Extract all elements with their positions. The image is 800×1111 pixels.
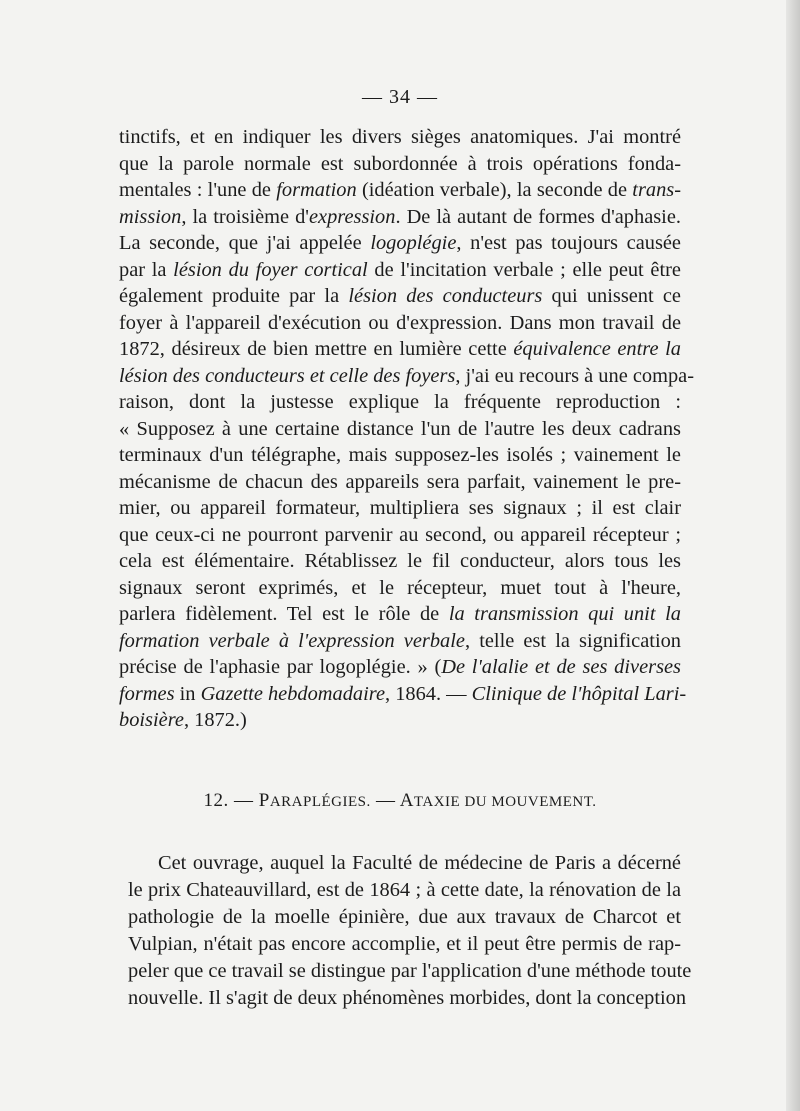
text-line: nouvelle. Il s'agit de deux phénomènes morbides, dont la conception — [128, 987, 687, 1009]
text-line: pathologie de la moelle épinière, due aux travaux de Charcot et — [128, 906, 681, 928]
section-number: 12. — [203, 790, 229, 811]
text-line: terminaux d'un télégraphe, mais supposez-les isolés ; vainement le — [119, 444, 681, 466]
text-line: Cet ouvrage, auquel la Faculté de médecine de Paris a décerné — [158, 852, 681, 874]
text-line: lésion des conducteurs et celle des foyers, j'ai eu recours à une compa- — [119, 364, 694, 387]
text-line: Vulpian, n'était pas encore accomplie, et il peut être permis de rap- — [128, 933, 681, 955]
text-line: signaux seront exprimés, et le récepteur, muet tout à l'heure, — [119, 576, 681, 599]
text-line: foyer à l'appareil d'exécution ou d'expression. Dans mon travail de — [119, 311, 681, 334]
text-line: précise de l'aphasie par logoplégie. » (De l'alalie et de ses diverses — [119, 656, 681, 678]
text-line: formes in Gazette hebdomadaire, 1864. — Clinique de l'hôpital Lari- — [119, 682, 687, 705]
section-paragraph — [128, 850, 692, 1012]
text-line: raison, dont la justesse explique la fréquente reproduction : — [119, 391, 681, 413]
text-line: par la lésion du foyer cortical de l'incitation verbale ; elle peut être — [119, 258, 681, 281]
text-line: tinctifs, et en indiquer les divers sièges anatomiques. J'ai montré — [119, 126, 681, 148]
body-paragraph — [119, 124, 694, 734]
text-line: mission, la troisième d'expression. De là autant de formes d'aphasie. — [119, 205, 681, 228]
text-line: 1872, désireux de bien mettre en lumière cette équivalence entre la — [119, 338, 681, 360]
text-line: que la parole normale est subordonnée à trois opérations fonda- — [119, 152, 681, 175]
heading-title-ataxie: ATAXIE DU MOUVEMENT. — [399, 790, 597, 811]
text-line: mier, ou appareil formateur, multipliera ses signaux ; il est clair — [119, 497, 681, 519]
text-line: boisière, 1872.) — [119, 709, 247, 731]
heading-title-paraplegies: PARAPLÉGIES. — [258, 790, 371, 811]
text-line: formation verbale à l'expression verbale, telle est la signification — [119, 629, 681, 652]
text-line: cela est élémentaire. Rétablissez le fil conducteur, alors tous les — [119, 550, 681, 572]
text-line: que ceux-ci ne pourront parvenir au second, ou appareil récepteur ; — [119, 523, 681, 546]
text-line: mentales : l'une de formation (idéation verbale), la seconde de trans- — [119, 179, 682, 201]
text-line: peler que ce travail se distingue par l'application d'une méthode toute — [128, 960, 692, 982]
heading-dash: — — [375, 790, 396, 811]
text-line: La seconde, que j'ai appelée logoplégie, n'est pas toujours causée — [119, 232, 681, 254]
text-line: le prix Chateauvillard, est de 1864 ; à cette date, la rénovation de la — [128, 879, 681, 901]
page-number: — 34 — — [362, 86, 438, 108]
text-line: également produite par la lésion des conducteurs qui unissent ce — [119, 285, 681, 307]
text-line: mécanisme de chacun des appareils sera parfait, vainement le pre- — [119, 470, 681, 493]
heading-dash: — — [233, 790, 254, 811]
section-heading — [0, 790, 800, 812]
page-gutter-shadow — [786, 0, 800, 1111]
text-line: « Supposez à une certaine distance l'un de l'autre les deux cadrans — [119, 417, 681, 440]
text-line: parlera fidèlement. Tel est le rôle de la transmission qui unit la — [119, 603, 681, 625]
